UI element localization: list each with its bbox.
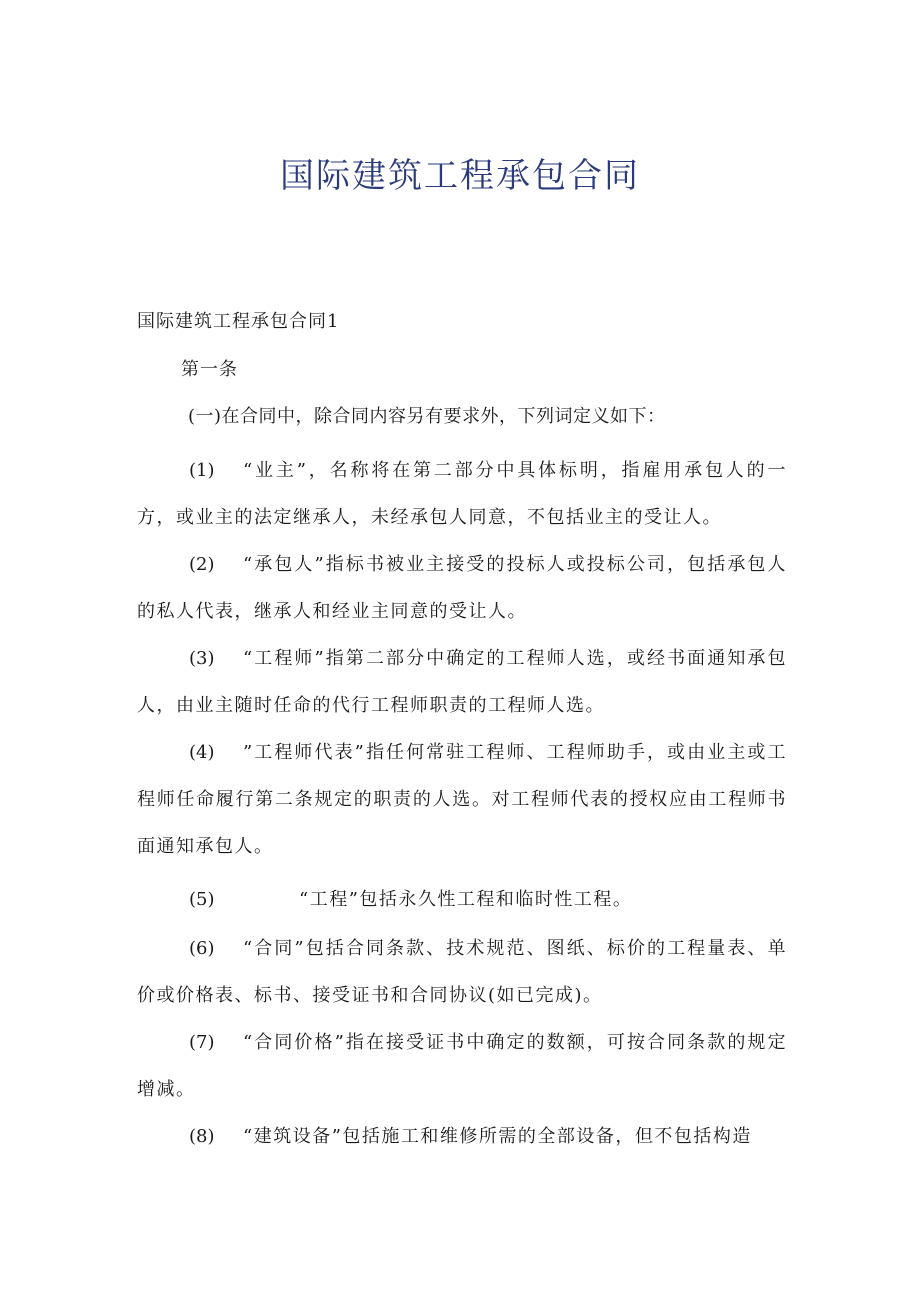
item-text: “业主”，名称将在第二部分中具体标明，指雇用承包人的一方，或业主的法定继承人，未经承包人同意，不包括业主的受让人。	[137, 460, 787, 528]
definition-item	[137, 635, 787, 729]
item-number: (8)	[189, 1126, 215, 1147]
definition-item	[137, 447, 787, 541]
item-number: (2)	[189, 554, 215, 575]
item-text: “合同价格”指在接受证书中确定的数额，可按合同条款的规定增减。	[137, 1032, 787, 1100]
item-text: ”工程师代表”指任何常驻工程师、工程师助手，或由业主或工程师任命履行第二条规定的职责的人选。对工程师代表的授权应由工程师书面通知承包人。	[137, 742, 787, 857]
item-number: (5)	[189, 889, 215, 910]
definition-item	[137, 925, 787, 1019]
definition-item	[137, 541, 787, 635]
item-text: “承包人”指标书被业主接受的投标人或投标公司，包括承包人的私人代表，继承人和经业主同意的受让人。	[137, 554, 787, 622]
definition-item	[137, 729, 787, 870]
item-number: (3)	[189, 648, 215, 669]
item-text: “合同”包括合同条款、技术规范、图纸、标价的工程量表、单价或价格表、标书、接受证书和合同协议(如已完成)。	[137, 938, 787, 1006]
definition-item	[137, 876, 787, 923]
document-title: 国际建筑工程承包合同	[280, 156, 640, 196]
item-number: (4)	[189, 742, 215, 763]
item-text: “工程”包括永久性工程和临时性工程。	[299, 889, 633, 910]
contract-heading: 国际建筑工程承包合同1	[137, 311, 340, 332]
item-text: “建筑设备”包括施工和维修所需的全部设备，但不包括构造	[243, 1126, 752, 1147]
definitions-intro: (一)在合同中，除合同内容另有要求外，下列词定义如下：	[188, 406, 666, 427]
item-number: (1)	[189, 460, 215, 481]
item-text: “工程师”指第二部分中确定的工程师人选，或经书面通知承包人，由业主随时任命的代行工程师职责的工程师人选。	[137, 648, 787, 716]
item-number: (7)	[189, 1032, 215, 1053]
item-number: (6)	[189, 938, 215, 959]
definition-item	[137, 1019, 787, 1113]
definition-item	[137, 1113, 787, 1160]
article-heading: 第一条	[181, 359, 238, 380]
